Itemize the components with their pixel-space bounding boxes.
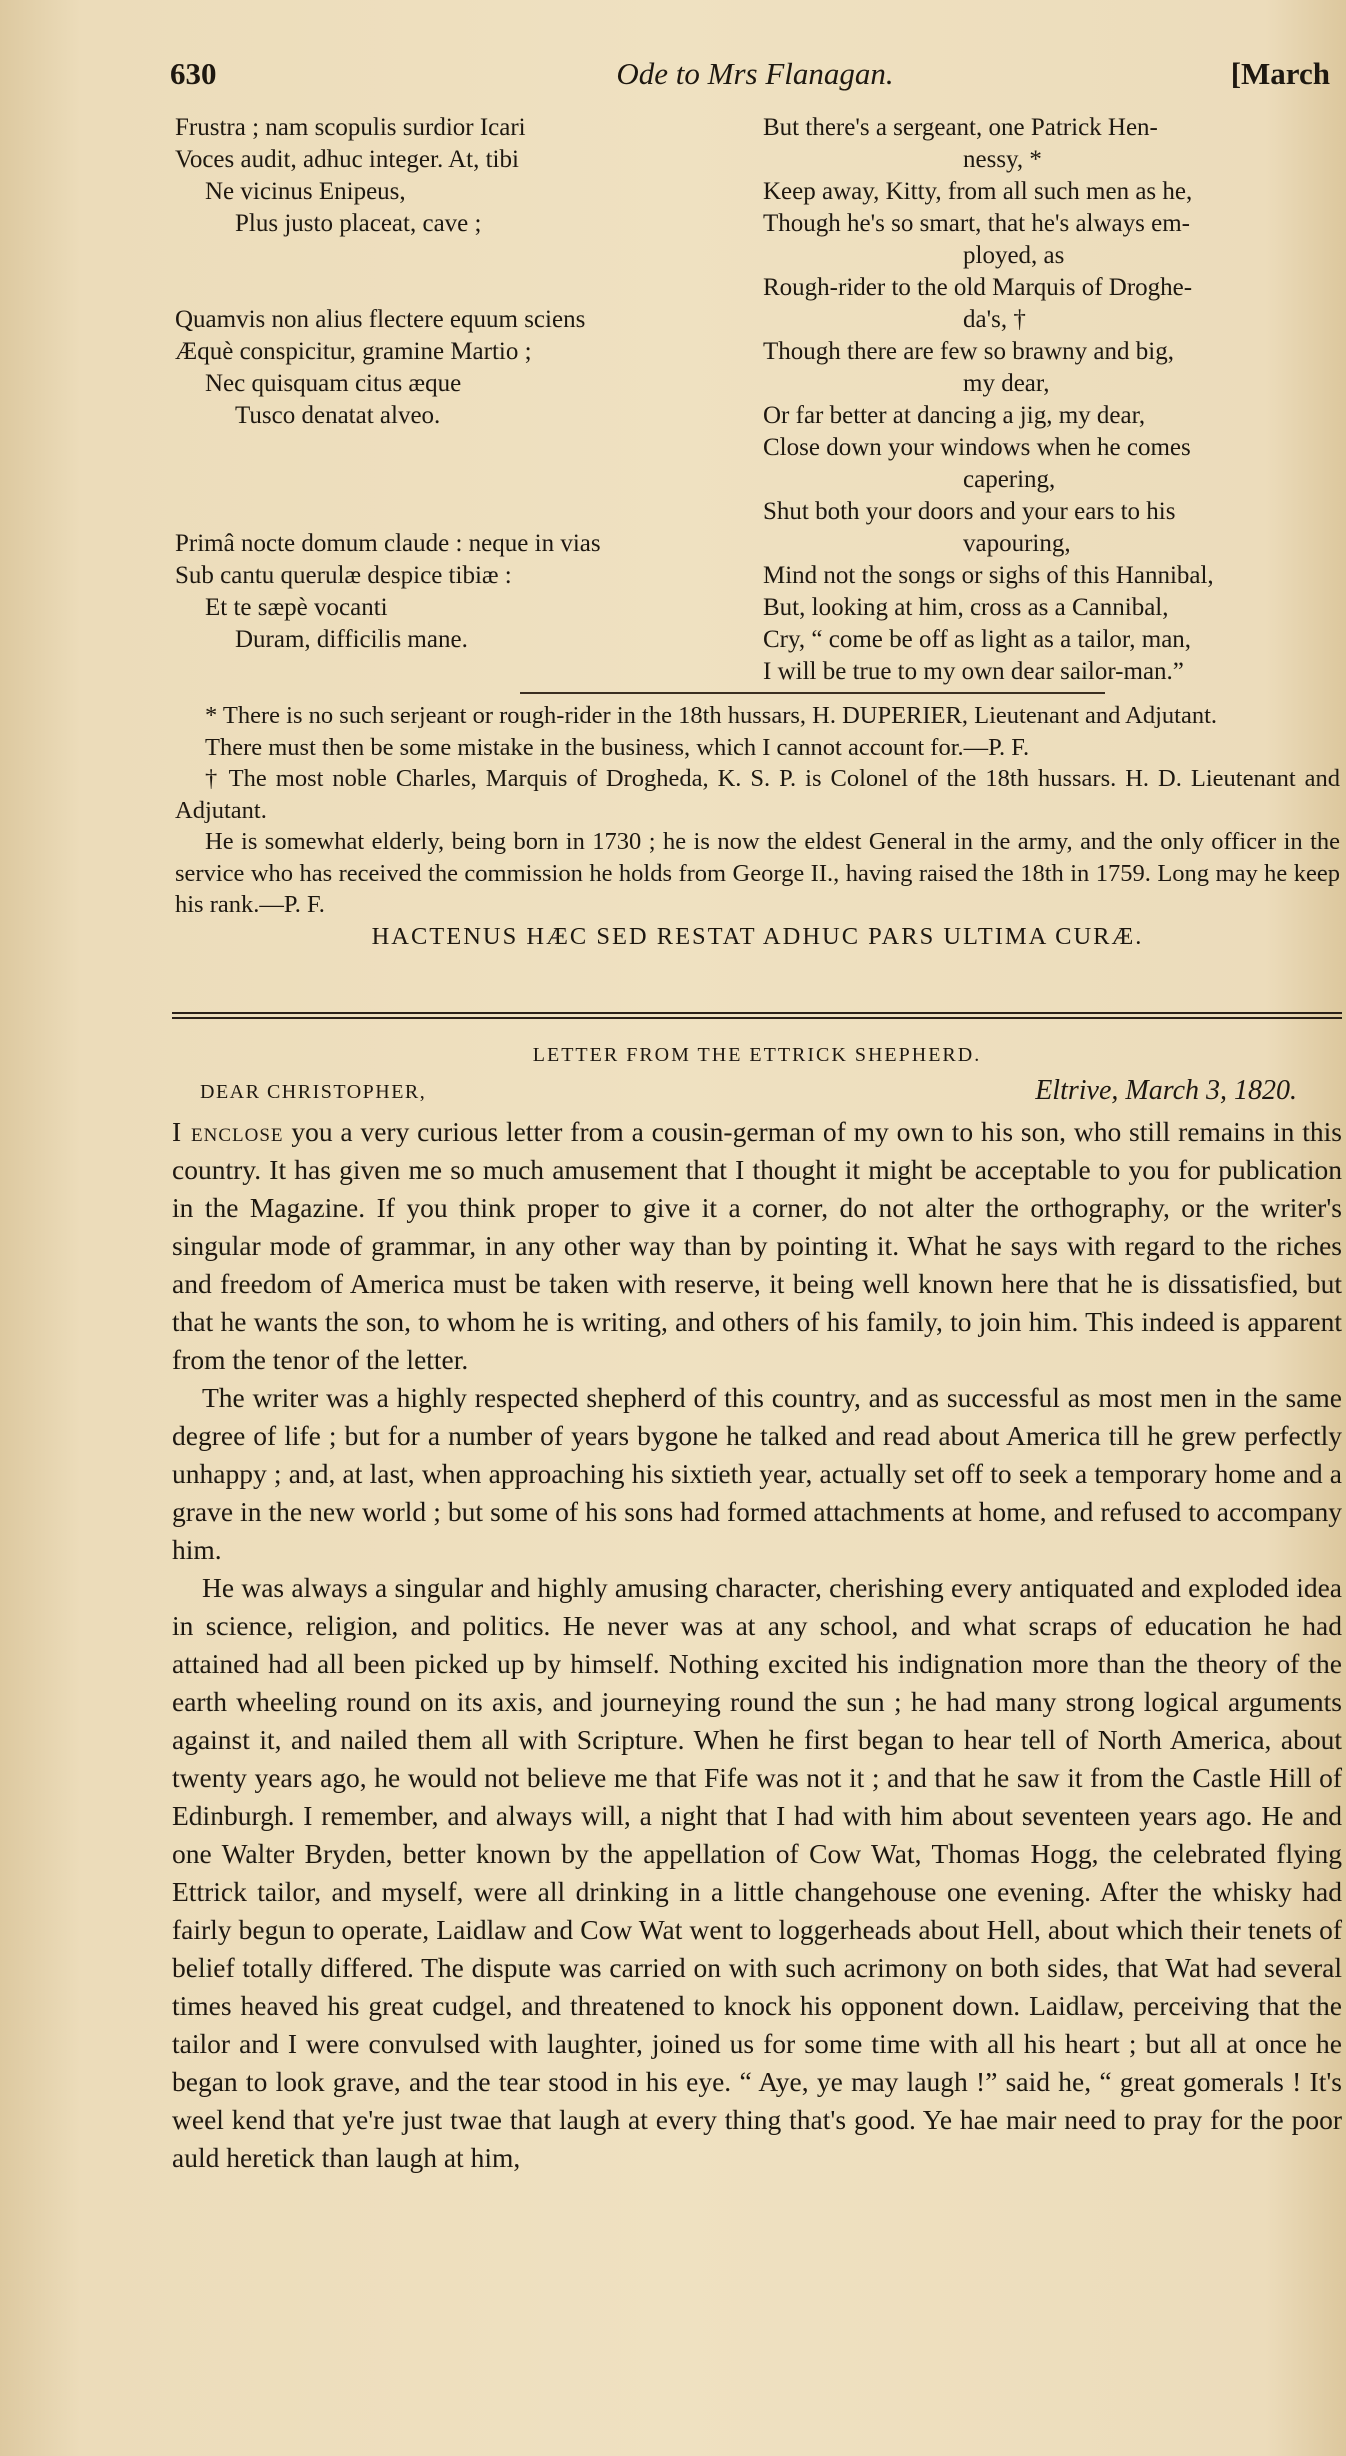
letter-title: LETTER FROM THE ETTRICK SHEPHERD. [532,1044,982,1066]
latin-line: Frustra ; nam scopulis surdior Icari [175,114,526,141]
salutation: DEAR CHRISTOPHER, [200,1081,427,1103]
running-header [170,56,1340,106]
lead-words: I enclose [172,1116,284,1147]
english-line: Though he's so smart, that he's always em- [763,210,1190,237]
footnote: There must then be some mistake in the business, which I cannot account for.—P. F. [205,733,1030,761]
english-line: Shut both your doors and your ears to his [763,498,1176,525]
latin-line: Æquè conspicitur, gramine Martio ; [175,338,532,365]
english-column [763,112,1343,688]
latin-line: Duram, difficilis mane. [235,626,468,653]
place-date: Eltrive, March 3, 1820. [1035,1075,1297,1106]
section-divider [172,1012,1342,1021]
english-line: Mind not the songs or sighs of this Hannibal, [763,562,1214,589]
footnotes [175,700,1340,952]
english-line: Keep away, Kitty, from all such men as he, [763,178,1193,205]
latin-line: Nec quisquam citus æque [205,370,462,397]
footnote: * There is no such serjeant or rough-rider in the 18th hussars, H. DUPERIER, Lieutenant and Adjutant. [205,702,1218,729]
salutation-row [172,1075,1342,1113]
english-line: capering, [963,466,1056,493]
english-line: Rough-rider to the old Marquis of Droghe- [763,274,1193,301]
latin-line: Et te sæpè vocanti [205,594,388,621]
english-line: But, looking at him, cross as a Cannibal, [763,594,1169,621]
latin-line: Tusco denatat alveo. [235,402,441,429]
english-line: I will be true to my own dear sailor-man.” [763,658,1184,685]
footnote: † The most noble Charles, Marquis of Drogheda, K. S. P. is Colonel of the 18th hussars. H. D. Lieutenant and Adjutant. [175,765,1340,824]
latin-line: Voces audit, adhuc integer. At, tibi [175,146,519,173]
english-line: But there's a sergeant, one Patrick Hen- [763,114,1158,141]
english-line: nessy, * [963,146,1042,173]
latin-line: Quamvis non alius flectere equum sciens [175,306,586,333]
english-line: Or far better at dancing a jig, my dear, [763,402,1146,429]
letter [172,1035,1342,2177]
footnote: He is somewhat elderly, being born in 1730 ; he is now the eldest General in the army, and the only officer in the service who has received the commission he holds from George II., having raised the 18th in 1759. Long may he keep his rank.—P. F. [175,828,1340,918]
english-line: da's, † [963,306,1026,333]
latin-line: Ne vicinus Enipeus, [205,178,406,205]
latin-line: Plus justo placeat, cave ; [235,210,482,237]
paragraph-text: you a very curious letter from a cousin-german of my own to his son, who still remains in this country. It has given me so much amusement that I thought it might be acceptable to you for publication in the Magazine. If you think proper to give it a corner, do not alter the orthography, or the writer's singular mode of grammar, in any other way than by pointing it. What he says with regard to the riches and freedom of America must be taken with reserve, it being well known here that he is dissatisfied, but that he wants the son, to whom he is writing, and others of his family, to join him. This indeed is apparent from the tenor of the letter. [172,1116,1342,1375]
page-number: 630 [170,56,217,91]
english-line: Close down your windows when he comes [763,434,1191,461]
english-line: vapouring, [963,530,1071,557]
poem [175,112,1340,685]
latin-line: Primâ nocte domum claude : neque in vias [175,530,601,557]
english-line: my dear, [963,370,1050,397]
closing-motto: HACTENUS HÆC SED RESTAT ADHUC PARS ULTIMA CURÆ. [371,922,1144,950]
paragraph [172,1113,1342,1379]
running-month: [March [1230,56,1330,91]
english-line: Though there are few so brawny and big, [763,338,1174,365]
footnote-divider [520,692,1105,694]
letter-body [172,1113,1342,2177]
latin-column [175,112,745,656]
paragraph: The writer was a highly respected shepherd of this country, and as successful as most men in the same degree of life ; but for a number of years bygone he talked and read about America till he grew perfectly unhappy ; and, at last, when approaching his sixtieth year, actually set off to seek a temporary home and a grave in the new world ; but some of his sons had formed attachments at home, and refused to accompany him. [172,1382,1342,1565]
latin-line: Sub cantu querulæ despice tibiæ : [175,562,512,589]
english-line: ployed, as [963,242,1065,269]
running-title: Ode to Mrs Flanagan. [616,56,894,91]
english-line: Cry, “ come be off as light as a tailor, man, [763,626,1192,653]
paragraph: He was always a singular and highly amusing character, cherishing every antiquated and exploded idea in science, religion, and politics. He never was at any school, and what scraps of education he had attained had all been picked up by himself. Nothing excited his indignation more than the theory of the earth wheeling round on its axis, and journeying round the sun ; he had many strong logical arguments against it, and nailed them all with Scripture. When he first began to hear tell of North America, about twenty years ago, he would not believe me that Fife was not it ; and that he saw it from the Castle Hill of Edinburgh. I remember, and always will, a night that I had with him about seventeen years ago. He and one Walter Bryden, better known by the appellation of Cow Wat, Thomas Hogg, the celebrated flying Ettrick tailor, and myself, were all drinking in a little changehouse one evening. After the whisky had fairly begun to operate, Laidlaw and Cow Wat went to loggerheads about Hell, about which their tenets of belief totally differed. The dispute was carried on with such acrimony on both sides, that Wat had several times heaved his great cudgel, and threatened to knock his opponent down. Laidlaw, perceiving that the tailor and I were convulsed with laughter, joined us for some time with all his heart ; but all at once he began to look grave, and the tear stood in his eye. “ Aye, ye may laugh !” said he, “ great gomerals ! It's weel kend that ye're just twae that laugh at every thing that's good. Ye hae mair need to pray for the poor auld heretick than laugh at him, [172,1572,1342,2173]
